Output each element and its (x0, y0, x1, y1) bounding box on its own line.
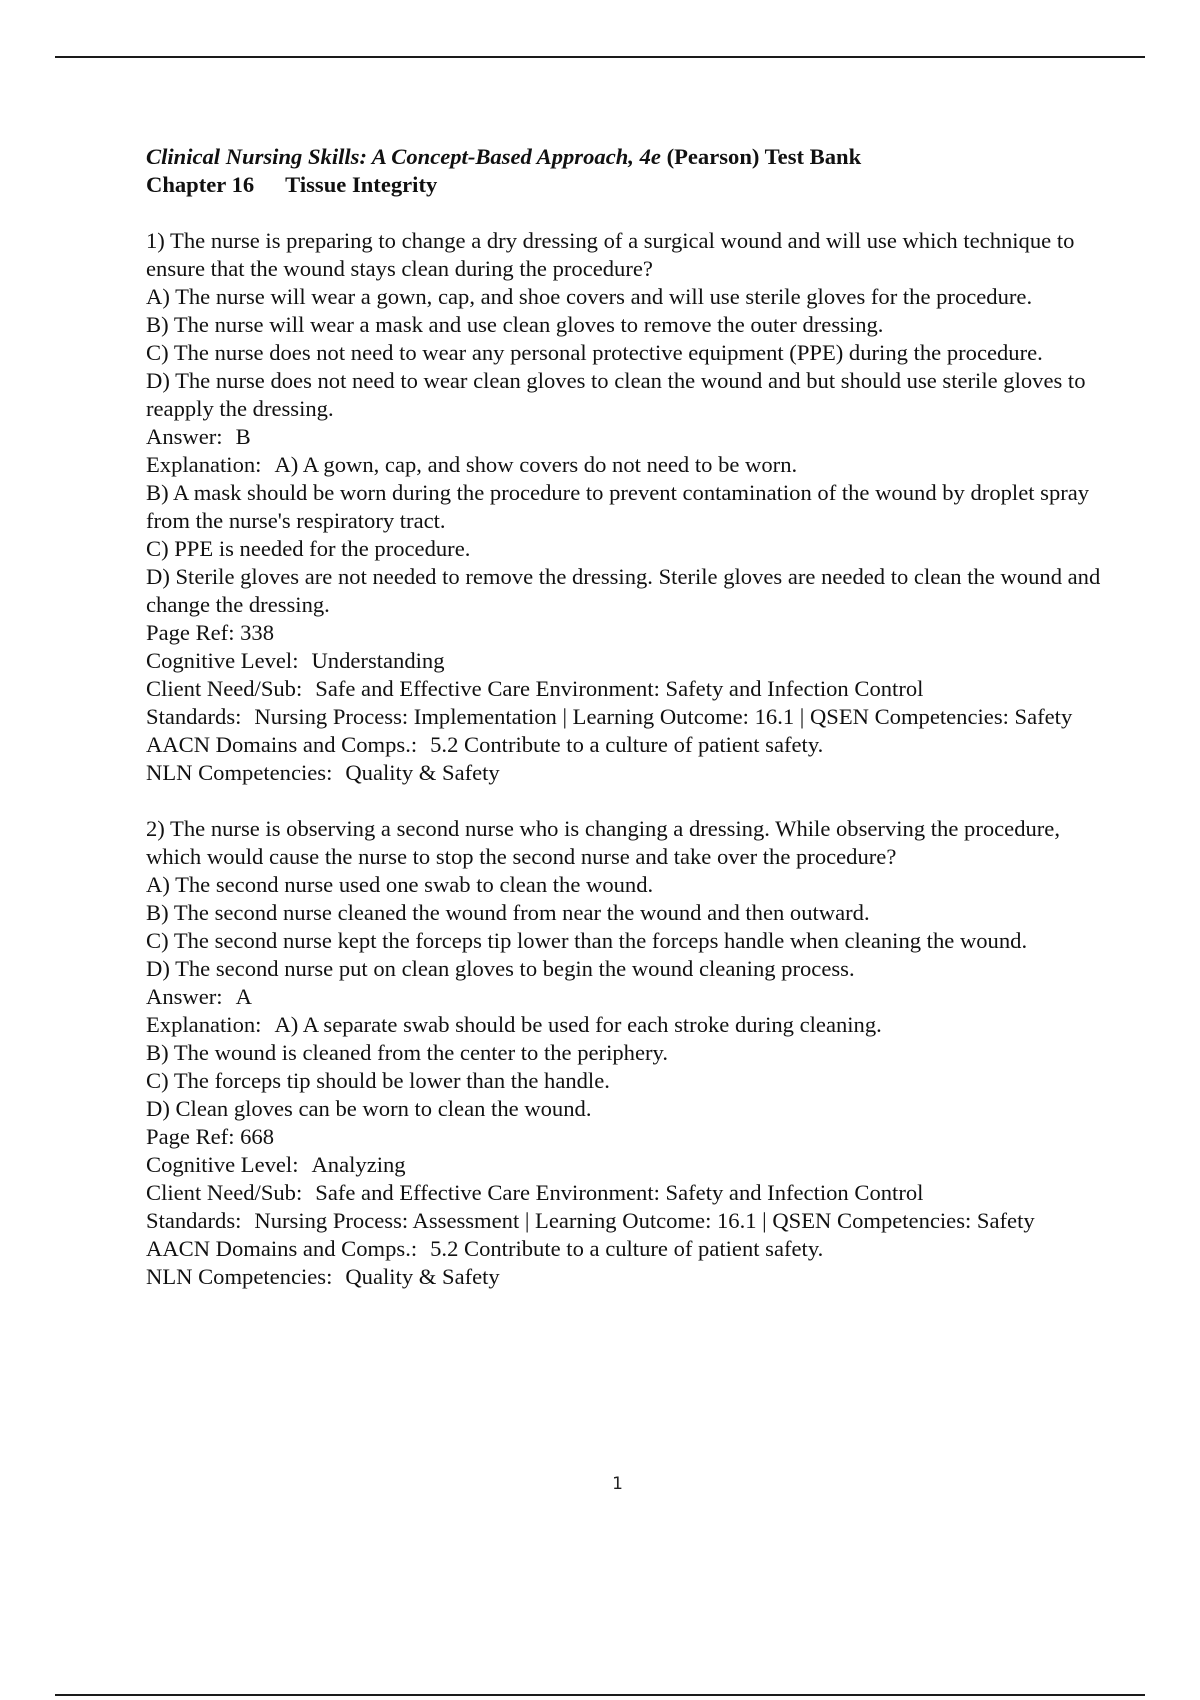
nln-line (146, 759, 1106, 787)
client-need-line (146, 1179, 1106, 1207)
aacn-line (146, 1235, 1106, 1263)
answer-label: Answer: (146, 984, 223, 1009)
aacn-value: 5.2 Contribute to a culture of patient safety. (430, 732, 824, 757)
option-d: D) The second nurse put on clean gloves to begin the wound cleaning process. (146, 956, 855, 981)
nln-line (146, 1263, 1106, 1291)
publisher-suffix: (Pearson) Test Bank (666, 144, 862, 169)
explanation-line (146, 1011, 1106, 1039)
option-a: A) The nurse will wear a gown, cap, and shoe covers and will use sterile gloves for the procedure. (146, 284, 1033, 309)
aacn-label: AACN Domains and Comps.: (146, 732, 418, 757)
nln-value: Quality & Safety (345, 760, 500, 785)
document-body (146, 143, 1106, 1291)
question-1 (146, 227, 1106, 787)
standards-line (146, 1207, 1106, 1235)
standards-value: Nursing Process: Assessment | Learning Outcome: 16.1 | QSEN Competencies: Safety (254, 1208, 1035, 1233)
cognitive-level-value: Understanding (311, 648, 445, 673)
bottom-rule (55, 1694, 1145, 1696)
page-ref: Page Ref: 668 (146, 1124, 275, 1149)
option-a: A) The second nurse used one swab to clean the wound. (146, 872, 654, 897)
top-rule (55, 56, 1145, 58)
answer-line (146, 983, 1106, 1011)
chapter-label: Chapter 16 (146, 172, 255, 197)
book-title-line (146, 143, 1106, 171)
nln-label: NLN Competencies: (146, 760, 333, 785)
chapter-heading (146, 171, 1106, 199)
answer-line (146, 423, 1106, 451)
page-ref: Page Ref: 338 (146, 620, 275, 645)
explanation-d: D) Sterile gloves are not needed to remove the dressing. Sterile gloves are needed to clean the wound and change the dressing. (146, 564, 1101, 617)
client-need-value: Safe and Effective Care Environment: Safety and Infection Control (315, 1180, 924, 1205)
option-c: C) The second nurse kept the forceps tip lower than the forceps handle when cleaning the wound. (146, 928, 1028, 953)
explanation-a: A) A separate swab should be used for each stroke during cleaning. (274, 1012, 882, 1037)
answer-value: A (235, 984, 252, 1009)
nln-label: NLN Competencies: (146, 1264, 333, 1289)
explanation-label: Explanation: (146, 452, 262, 477)
standards-label: Standards: (146, 1208, 242, 1233)
standards-value: Nursing Process: Implementation | Learning Outcome: 16.1 | QSEN Competencies: Safety (254, 704, 1073, 729)
explanation-label: Explanation: (146, 1012, 262, 1037)
nln-value: Quality & Safety (345, 1264, 500, 1289)
answer-label: Answer: (146, 424, 223, 449)
aacn-line (146, 731, 1106, 759)
option-c: C) The nurse does not need to wear any personal protective equipment (PPE) during the procedure. (146, 340, 1043, 365)
explanation-b: B) The wound is cleaned from the center to the periphery. (146, 1040, 668, 1065)
option-b: B) The second nurse cleaned the wound from near the wound and then outward. (146, 900, 870, 925)
page-number: 1 (612, 1474, 623, 1494)
book-title: Clinical Nursing Skills: A Concept-Based Approach, 4e (146, 144, 661, 169)
question-stem: 2) The nurse is observing a second nurse who is changing a dressing. While observing the procedure, which would cause the nurse to stop the second nurse and take over the procedure? (146, 816, 1060, 869)
cognitive-level-value: Analyzing (311, 1152, 406, 1177)
client-need-value: Safe and Effective Care Environment: Safety and Infection Control (315, 676, 924, 701)
cognitive-level-line (146, 647, 1106, 675)
aacn-value: 5.2 Contribute to a culture of patient safety. (430, 1236, 824, 1261)
cognitive-level-label: Cognitive Level: (146, 1152, 299, 1177)
answer-value: B (235, 424, 251, 449)
explanation-c: C) The forceps tip should be lower than the handle. (146, 1068, 610, 1093)
question-2 (146, 815, 1106, 1291)
client-need-label: Client Need/Sub: (146, 676, 303, 701)
client-need-label: Client Need/Sub: (146, 1180, 303, 1205)
explanation-d: D) Clean gloves can be worn to clean the wound. (146, 1096, 592, 1121)
client-need-line (146, 675, 1106, 703)
chapter-title: Tissue Integrity (285, 172, 438, 197)
cognitive-level-line (146, 1151, 1106, 1179)
explanation-a: A) A gown, cap, and show covers do not need to be worn. (274, 452, 798, 477)
cognitive-level-label: Cognitive Level: (146, 648, 299, 673)
explanation-b: B) A mask should be worn during the procedure to prevent contamination of the wound by droplet spray from the nurse's respiratory tract. (146, 480, 1090, 533)
option-b: B) The nurse will wear a mask and use clean gloves to remove the outer dressing. (146, 312, 884, 337)
standards-line (146, 703, 1106, 731)
standards-label: Standards: (146, 704, 242, 729)
option-d: D) The nurse does not need to wear clean gloves to clean the wound and but should use sterile gloves to reapply the dressing. (146, 368, 1086, 421)
question-stem: 1) The nurse is preparing to change a dry dressing of a surgical wound and will use which technique to ensure that the wound stays clean during the procedure? (146, 228, 1075, 281)
explanation-line (146, 451, 1106, 479)
explanation-c: C) PPE is needed for the procedure. (146, 536, 471, 561)
aacn-label: AACN Domains and Comps.: (146, 1236, 418, 1261)
